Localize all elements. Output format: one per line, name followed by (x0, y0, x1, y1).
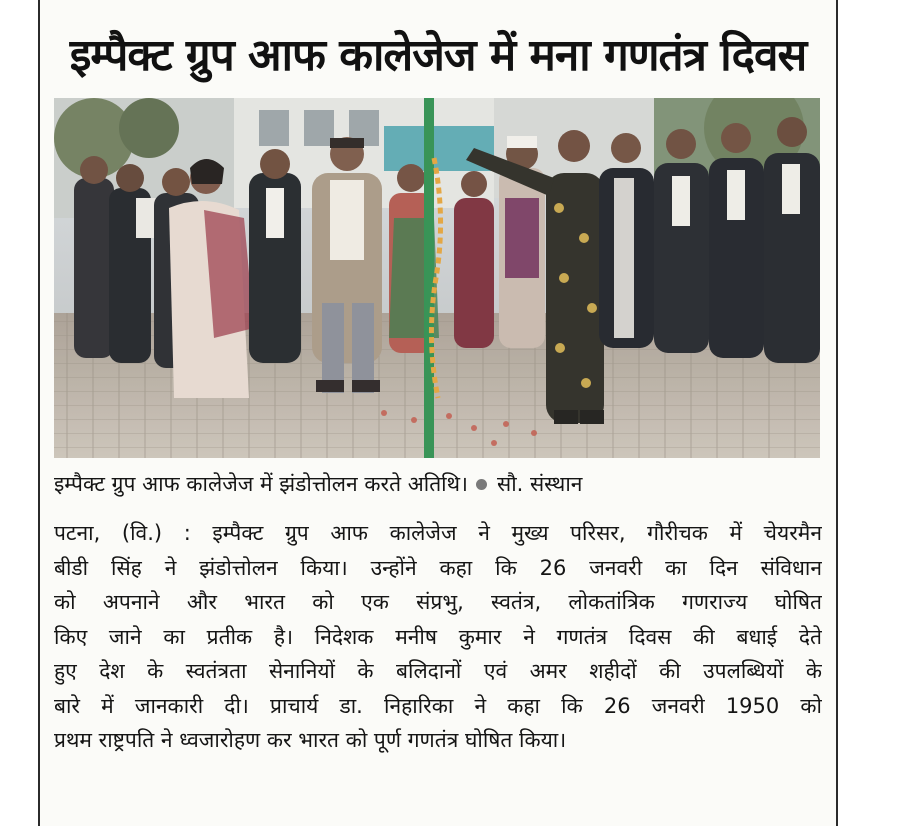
bullet-icon (476, 479, 487, 490)
article-line: हुए देश के स्वतंत्रता सेनानियों के बलिदानों एवं अमर शहीदों की उपलब्धियों के (54, 659, 822, 683)
photo-icon (54, 98, 820, 458)
article-line: को अपनाने और भारत को एक संप्रभु, स्वतंत्र, लोकतांत्रिक गणराज्य घोषित (54, 590, 822, 614)
headline: इम्पैक्ट ग्रुप आफ कालेजेज में मना गणतंत्र दिवस (69, 30, 807, 81)
newspaper-clipping (38, 0, 838, 826)
news-photo (54, 98, 820, 458)
article-line: किए जाने का प्रतीक है। निदेशक मनीष कुमार ने गणतंत्र दिवस की बधाई देते (54, 624, 822, 649)
article-line: प्रथम राष्ट्रपति ने ध्वजारोहण कर भारत को पूर्ण गणतंत्र घोषित किया। (54, 728, 567, 752)
photo-caption (54, 466, 820, 502)
photo-credit: सौ. संस्थान (497, 472, 583, 496)
article-line: बीडी सिंह ने झंडोत्तोलन किया। उन्होंने कहा कि 26 जनवरी का दिन संविधान (54, 555, 822, 580)
article-line: बारे में जानकारी दी। प्राचार्य डा. निहारिका ने कहा कि 26 जनवरी 1950 को (54, 693, 822, 718)
article-body (54, 516, 822, 758)
caption-text: इम्पैक्ट ग्रुप आफ कालेजेज में झंडोत्तोलन करते अतिथि। (54, 472, 468, 496)
article-line: पटना, (वि.) : इम्पैक्ट ग्रुप आफ कालेजेज ने मुख्य परिसर, गौरीचक में चेयरमैन (54, 521, 822, 545)
